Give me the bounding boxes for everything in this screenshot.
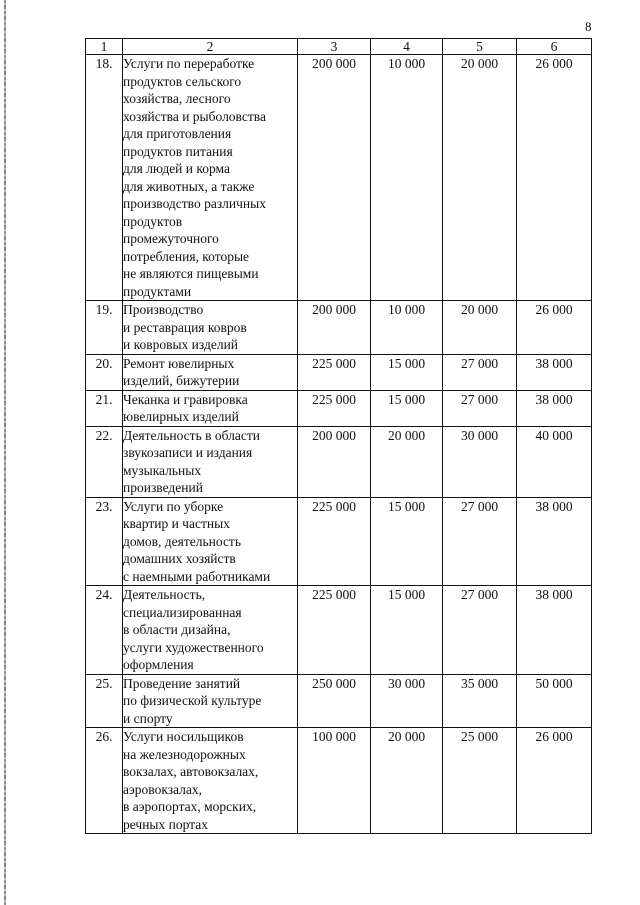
scan-edge-mark	[4, 0, 6, 905]
value-col-6: 38 000	[517, 497, 592, 586]
service-name-line: в области дизайна,	[123, 622, 231, 637]
service-name	[123, 674, 298, 728]
value-col-6: 26 000	[517, 728, 592, 834]
value-col-5: 30 000	[443, 426, 517, 497]
service-name-line: потребления, которые	[123, 248, 250, 264]
value-col-4: 20 000	[371, 728, 443, 834]
service-name-line: речных портах	[123, 816, 208, 832]
table-row	[86, 301, 592, 355]
value-col-5: 20 000	[443, 55, 517, 301]
table-body	[86, 55, 592, 834]
value-col-5: 27 000	[443, 586, 517, 675]
table-row	[86, 426, 592, 497]
service-name-line: продуктов	[123, 213, 183, 229]
service-name-line: хозяйства и рыболовства	[123, 108, 266, 124]
page-number: 8	[585, 19, 592, 34]
value-col-3: 200 000	[298, 301, 371, 355]
value-col-6: 40 000	[517, 426, 592, 497]
table-row	[86, 497, 592, 586]
value-col-6: 26 000	[517, 301, 592, 355]
service-name	[123, 301, 298, 355]
value-col-3: 200 000	[298, 426, 371, 497]
row-number: 22.	[86, 426, 123, 497]
service-name-line: вокзалах, автовокзалах,	[123, 764, 259, 779]
service-name-line: Деятельность в области	[123, 427, 260, 443]
header-col-5: 5	[443, 39, 517, 55]
service-name-line: Проведение занятий	[123, 675, 241, 691]
value-col-6: 38 000	[517, 354, 592, 390]
header-col-3: 3	[298, 39, 371, 55]
service-name-line: и ковровых изделий	[123, 337, 239, 352]
service-name-line: и спорту	[123, 710, 173, 726]
service-name-line: Услуги по уборке	[123, 498, 224, 514]
row-number: 21.	[86, 390, 123, 426]
header-col-1: 1	[86, 39, 123, 55]
service-name-line: по физической культуре	[123, 693, 262, 708]
service-name-line: продуктов питания	[123, 143, 233, 159]
service-name-line: промежуточного	[123, 231, 219, 246]
service-name-line: оформления	[123, 657, 194, 672]
value-col-5: 27 000	[443, 497, 517, 586]
service-name-line: продуктами	[123, 283, 192, 299]
service-name-line: музыкальных	[123, 462, 202, 478]
value-col-4: 15 000	[371, 390, 443, 426]
row-number: 24.	[86, 586, 123, 675]
service-name-line: специализированная	[123, 604, 242, 620]
service-name-line: не являются пищевыми	[123, 266, 259, 281]
value-col-4: 15 000	[371, 497, 443, 586]
service-name-line: домашних хозяйств	[123, 551, 236, 566]
table-row	[86, 390, 592, 426]
value-col-3: 225 000	[298, 497, 371, 586]
service-name-line: Производство	[123, 302, 204, 317]
value-col-5: 35 000	[443, 674, 517, 728]
service-name-line: на железнодорожных	[123, 746, 246, 762]
table-row	[86, 354, 592, 390]
service-name	[123, 390, 298, 426]
value-col-4: 15 000	[371, 354, 443, 390]
header-col-2: 2	[123, 39, 298, 55]
service-name-line: и реставрация ковров	[123, 319, 247, 335]
service-name	[123, 426, 298, 497]
value-col-5: 20 000	[443, 301, 517, 355]
service-name-line: Ремонт ювелирных	[123, 355, 235, 371]
row-number: 26.	[86, 728, 123, 834]
service-name-line: звукозаписи и издания	[123, 445, 253, 460]
service-name-line: услуги художественного	[123, 639, 264, 655]
value-col-4: 10 000	[371, 301, 443, 355]
service-name	[123, 497, 298, 586]
service-name-line: производство различных	[123, 196, 266, 211]
service-name-line: аэровокзалах,	[123, 781, 202, 797]
header-col-4: 4	[371, 39, 443, 55]
table-row	[86, 674, 592, 728]
value-col-3: 225 000	[298, 586, 371, 675]
service-name	[123, 728, 298, 834]
value-col-3: 225 000	[298, 354, 371, 390]
value-col-6: 26 000	[517, 55, 592, 301]
value-col-3: 200 000	[298, 55, 371, 301]
header-col-6: 6	[517, 39, 592, 55]
row-number: 19.	[86, 301, 123, 355]
service-name-line: произведений	[123, 480, 203, 495]
value-col-5: 27 000	[443, 390, 517, 426]
row-number: 25.	[86, 674, 123, 728]
service-name-line: Услуги по переработке	[123, 56, 255, 71]
row-number: 18.	[86, 55, 123, 301]
value-col-3: 225 000	[298, 390, 371, 426]
service-name-line: хозяйства, лесного	[123, 91, 231, 106]
value-col-4: 15 000	[371, 586, 443, 675]
value-col-5: 27 000	[443, 354, 517, 390]
value-col-4: 20 000	[371, 426, 443, 497]
service-name-line: квартир и частных	[123, 516, 230, 531]
value-col-4: 30 000	[371, 674, 443, 728]
value-col-3: 250 000	[298, 674, 371, 728]
service-name-line: для приготовления	[123, 126, 232, 141]
value-col-4: 10 000	[371, 55, 443, 301]
service-name-line: Деятельность,	[123, 587, 206, 602]
table-row	[86, 55, 592, 301]
service-name	[123, 354, 298, 390]
service-name-line: с наемными работниками	[123, 568, 271, 584]
table-header-row	[86, 39, 592, 55]
service-name-line: продуктов сельского	[123, 73, 242, 89]
service-name-line: ювелирных изделий	[123, 409, 239, 424]
value-col-5: 25 000	[443, 728, 517, 834]
row-number: 20.	[86, 354, 123, 390]
service-name-line: для людей и корма	[123, 161, 230, 176]
value-col-3: 100 000	[298, 728, 371, 834]
value-col-6: 50 000	[517, 674, 592, 728]
service-name	[123, 586, 298, 675]
value-col-6: 38 000	[517, 390, 592, 426]
service-name-line: для животных, а также	[123, 178, 255, 194]
row-number: 23.	[86, 497, 123, 586]
service-name-line: в аэропортах, морских,	[123, 799, 257, 814]
service-name-line: Чеканка и гравировка	[123, 391, 248, 407]
table-row	[86, 586, 592, 675]
service-name-line: домов, деятельность	[123, 533, 241, 549]
table-row	[86, 728, 592, 834]
service-name-line: Услуги носильщиков	[123, 729, 244, 744]
services-table	[85, 38, 592, 834]
service-name	[123, 55, 298, 301]
service-name-line: изделий, бижутерии	[123, 373, 240, 388]
value-col-6: 38 000	[517, 586, 592, 675]
